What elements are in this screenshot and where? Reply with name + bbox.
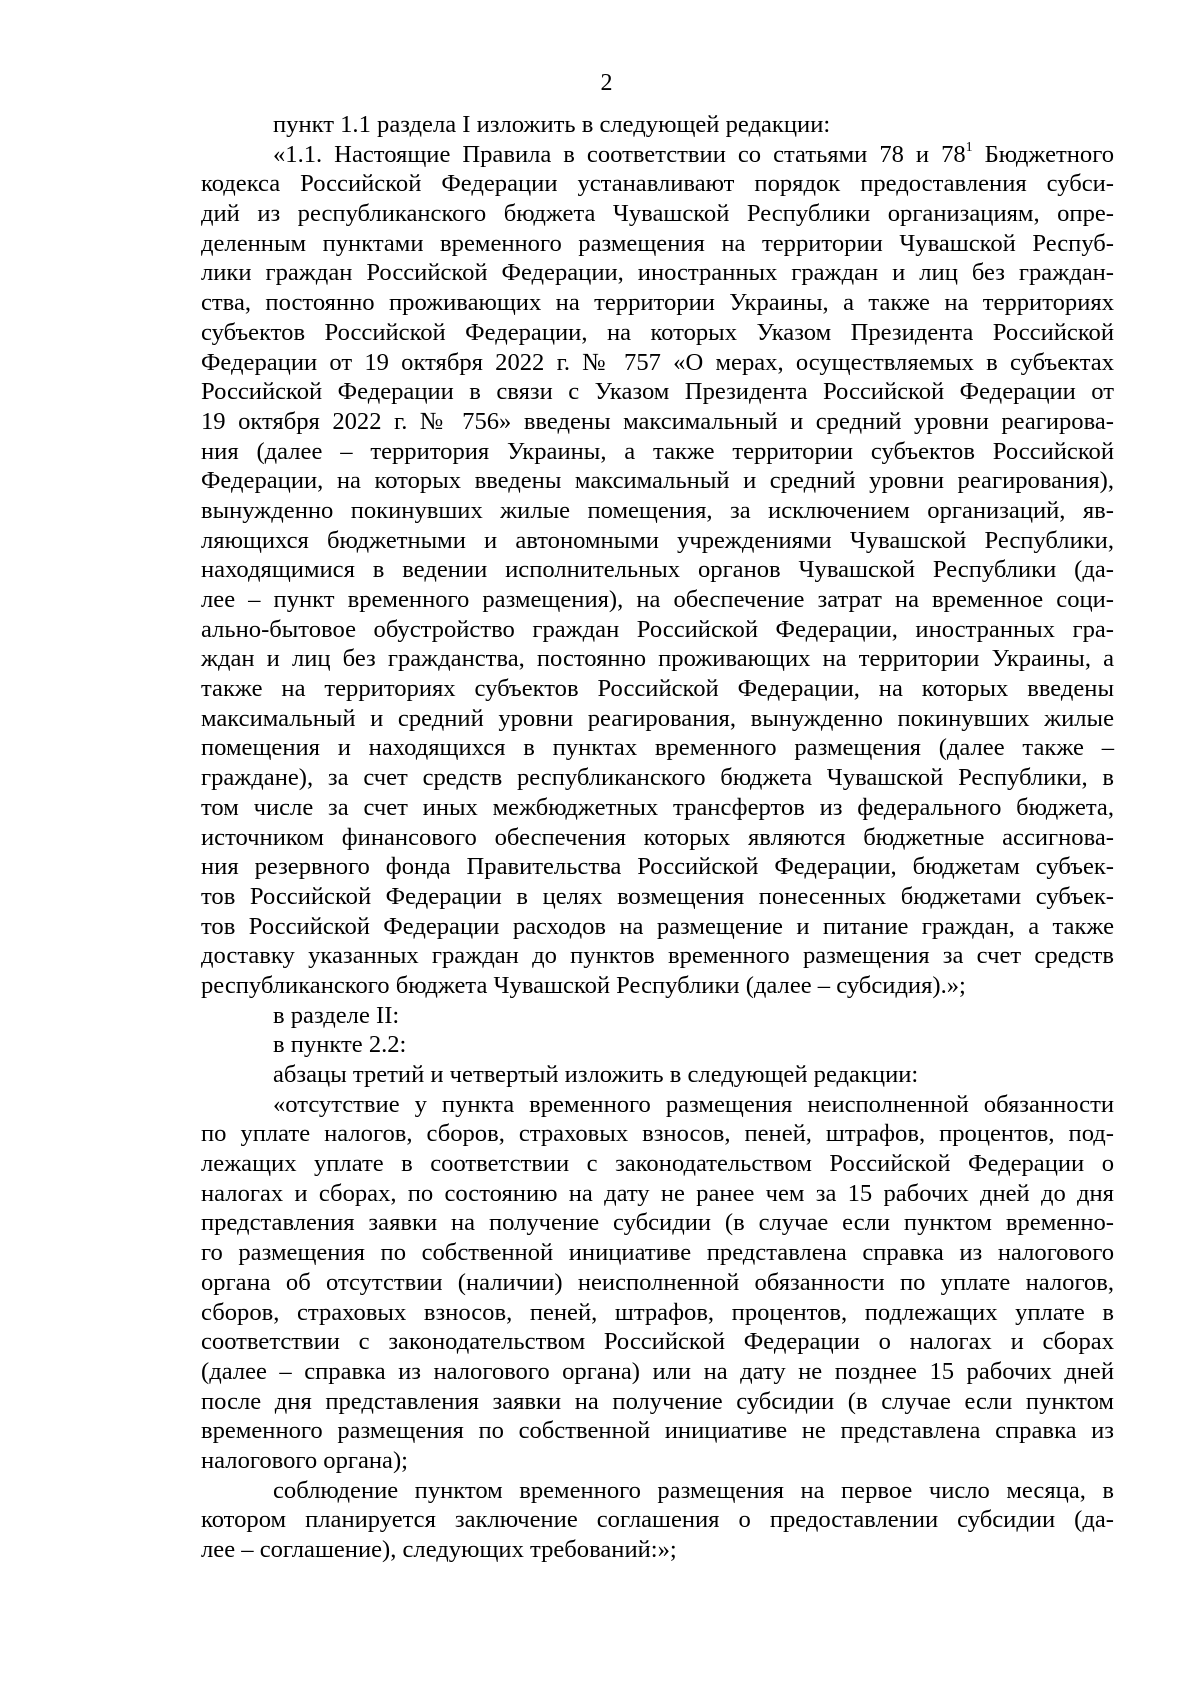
page-number: 2 [600, 70, 613, 96]
text-line: максимальный и средний уровни реагирования, вынужденно покинувших жилые [201, 704, 1114, 732]
text-line: лее – пункт временного размещения), на обеспечение затрат на временное соци- [201, 586, 1114, 613]
text-line: находящимися в ведении исполнительных органов Чувашской Республики (да- [201, 556, 1114, 584]
text-line: в разделе II: [273, 1001, 400, 1029]
superscript: 1 [965, 139, 973, 155]
text-segment: «1.1. Настоящие Правила в соответствии со статьями 78 и 78 [273, 140, 966, 168]
text-line: налогового органа); [201, 1446, 408, 1474]
text-line: дий из республиканского бюджета Чувашской Республики организациям, опре- [201, 200, 1114, 228]
text-line: налогах и сборах, по состоянию на дату не ранее чем за 15 рабочих дней до дня [201, 1179, 1114, 1207]
text-line: источником финансового обеспечения которых являются бюджетные ассигнова- [201, 823, 1114, 851]
text-line [201, 140, 1114, 170]
text-line: ства, постоянно проживающих на территории Украины, а также на территориях [201, 289, 1114, 317]
text-line: по уплате налогов, сборов, страховых взносов, пеней, штрафов, процентов, под- [201, 1120, 1114, 1148]
text-line: лее – соглашение), следующих требований:»; [201, 1536, 677, 1563]
text-line: го размещения по собственной инициативе представлена справка из налогового [201, 1239, 1114, 1267]
text-line: ально-бытовое обустройство граждан Российской Федерации, иностранных гра- [201, 615, 1114, 643]
document-body [201, 110, 1114, 1565]
text-line: тов Российской Федерации расходов на размещение и питание граждан, а также [201, 912, 1114, 940]
text-line: том числе за счет иных межбюджетных трансфертов из федерального бюджета, [201, 793, 1114, 821]
text-line: соответствии с законодательством Российской Федерации о налогах и сборах [201, 1328, 1114, 1356]
text-line: временного размещения по собственной инициативе не представлена справка из [201, 1417, 1114, 1445]
text-line: Федерации от 19 октября 2022 г. № 757 «О мерах, осуществляемых в субъектах [201, 348, 1114, 376]
text-line: субъектов Российской Федерации, на которых Указом Президента Российской [201, 318, 1114, 346]
text-line: ждан и лиц без гражданства, постоянно проживающих на территории Украины, а [201, 645, 1114, 673]
text-line: ляющихся бюджетными и автономными учреждениями Чувашской Республики, [201, 526, 1114, 554]
text-line: котором планируется заключение соглашения о предоставлении субсидии (да- [201, 1506, 1114, 1534]
text-line: Федерации, на которых введены максимальный и средний уровни реагирования), [201, 467, 1114, 495]
text-line: пункт 1.1 раздела I изложить в следующей редакции: [273, 111, 831, 138]
text-line: помещения и находящихся в пунктах временного размещения (далее также – [201, 734, 1114, 762]
text-line: ния (далее – территория Украины, а также территории субъектов Российской [201, 437, 1114, 465]
text-line: 19 октября 2022 г. № 756» введены максимальный и средний уровни реагирова- [201, 407, 1114, 435]
text-line: тов Российской Федерации в целях возмещения понесенных бюджетами субъек- [201, 882, 1114, 910]
text-line: (далее – справка из налогового органа) или на дату не позднее 15 рабочих дней [201, 1357, 1114, 1385]
text-line: республиканского бюджета Чувашской Республики (далее – субсидия).»; [201, 971, 966, 999]
text-line: абзацы третий и четвертый изложить в следующей редакции: [273, 1061, 919, 1088]
text-line: доставку указанных граждан до пунктов временного размещения за счет средств [201, 942, 1114, 970]
text-line: органа об отсутствии (наличии) неисполненной обязанности по уплате налогов, [201, 1268, 1114, 1296]
text-line: кодекса Российской Федерации устанавливают порядок предоставления субси- [201, 170, 1114, 198]
text-line: после дня представления заявки на получение субсидии (в случае если пунктом [201, 1387, 1114, 1415]
text-line: сборов, страховых взносов, пеней, штрафов, процентов, подлежащих уплате в [201, 1298, 1114, 1326]
text-segment: Бюджетного [972, 140, 1114, 168]
text-line: Российской Федерации в связи с Указом Президента Российской Федерации от [201, 378, 1114, 406]
text-line: лежащих уплате в соответствии с законодательством Российской Федерации о [201, 1150, 1114, 1178]
text-line: ния резервного фонда Правительства Российской Федерации, бюджетам субъек- [201, 853, 1114, 881]
text-line: «отсутствие у пункта временного размещения неисполненной обязанности [273, 1090, 1114, 1118]
text-line: также на территориях субъектов Российской Федерации, на которых введены [201, 675, 1114, 703]
text-line: вынужденно покинувших жилые помещения, за исключением организаций, яв- [201, 496, 1114, 524]
text-line: граждане), за счет средств республиканского бюджета Чувашской Республики, в [201, 764, 1114, 792]
text-line: в пункте 2.2: [273, 1031, 407, 1059]
text-line: соблюдение пунктом временного размещения на первое число месяца, в [273, 1476, 1114, 1504]
text-line: представления заявки на получение субсидии (в случае если пунктом временно- [201, 1209, 1114, 1237]
text-line: лики граждан Российской Федерации, иностранных граждан и лиц без граждан- [201, 259, 1114, 287]
text-line: деленным пунктами временного размещения на территории Чувашской Респуб- [201, 229, 1114, 257]
